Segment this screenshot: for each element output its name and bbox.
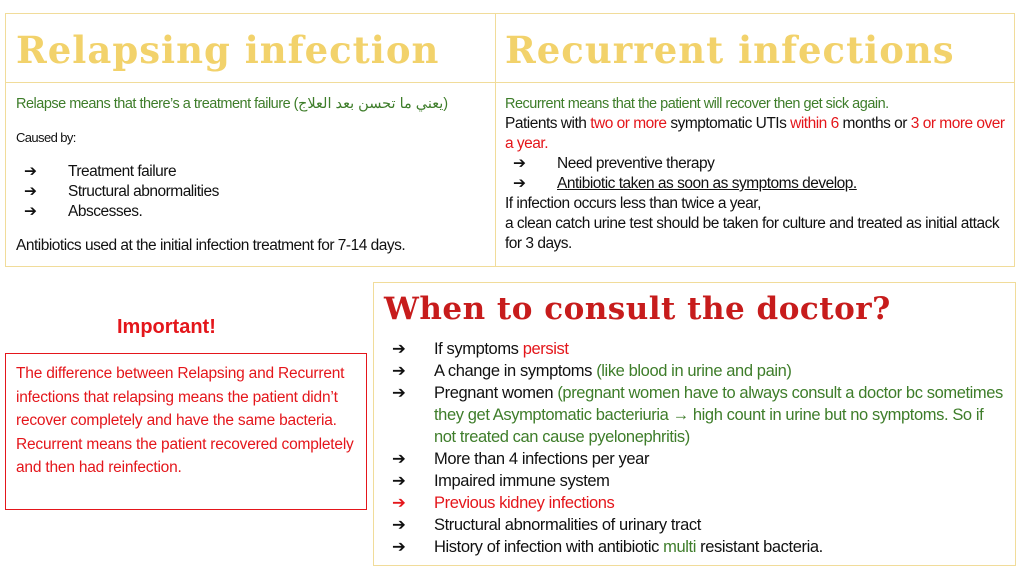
arrow-icon: ➔ (392, 362, 406, 380)
list-item: ➔ A change in symptoms (like blood in urine and pain) (392, 362, 792, 380)
arrow-icon: ➔ (24, 203, 37, 220)
list-item: ➔ Antibiotic taken as soon as symptoms develop. (513, 175, 857, 192)
column-divider (495, 14, 496, 266)
list-item: ➔ History of infection with antibiotic multi resistant bacteria. (392, 538, 823, 556)
consult-box (373, 282, 1016, 566)
list-item: ➔ Treatment failure (24, 163, 177, 180)
arrow-icon: ➔ (24, 183, 37, 200)
header-divider (6, 82, 1014, 83)
recurrent-definition: Recurrent means that the patient will recover then get sick again. (505, 96, 889, 112)
list-item: ➔ If symptoms persist (392, 340, 569, 358)
consult-title: When to consult the doctor? (384, 291, 891, 327)
recurrent-note-line2: a clean catch urine test should be taken for culture and treated as initial attack for 3 days. (505, 215, 1000, 252)
important-text: The difference between Relapsing and Recurrent infections that relapsing means the patient didn’t recover completely and have the same bacteria. Recurrent means the patient recovered completely and then had reinfection. (16, 365, 354, 477)
arrow-icon: ➔ (392, 494, 406, 512)
relapsing-heading: Relapsing infection (16, 28, 440, 72)
list-item: ➔ Need preventive therapy (513, 155, 715, 172)
arrow-icon: ➔ (392, 340, 406, 358)
recurrent-note-line1: If infection occurs less than twice a year, (505, 195, 761, 212)
arrow-icon: ➔ (513, 175, 526, 192)
recurrent-criteria: Patients with two or more symptomatic UTIs within 6 months or 3 or more over a year. (505, 115, 1005, 152)
list-item: ➔ Previous kidney infections (392, 494, 615, 512)
list-item: ➔ More than 4 infections per year (392, 450, 650, 468)
relapse-definition: Relapse means that there’s a treatment failure (يعني ما تحسن بعد العلاج) (16, 96, 448, 112)
important-title: Important! (117, 316, 216, 338)
arrow-icon: ➔ (392, 450, 406, 468)
antibiotics-note: Antibiotics used at the initial infection treatment for 7-14 days. (16, 237, 406, 254)
recurrent-cell (505, 94, 1005, 254)
arrow-icon: ➔ (513, 155, 526, 172)
arrow-icon: ➔ (392, 516, 406, 534)
causes-list (16, 162, 486, 222)
list-item: ➔ Abscesses. (24, 203, 143, 220)
recurrent-heading: Recurrent infections (505, 28, 955, 72)
list-item: ➔ Structural abnormalities of urinary tract (392, 516, 701, 534)
arrow-icon: ➔ (392, 384, 406, 402)
list-item: ➔ Impaired immune system (392, 472, 610, 490)
arrow-icon: ➔ (24, 163, 37, 180)
caused-by-label: Caused by: (16, 130, 76, 145)
list-item: ➔ Pregnant women (pregnant women have to always consult a doctor bc sometimes they get Asymptomatic bacteriuria → high count in urine but no symptoms. So if not treated can cause pyelonephritis) (392, 384, 1003, 446)
important-box (5, 353, 367, 510)
arrow-icon: ➔ (392, 538, 406, 556)
relapsing-cell (16, 94, 486, 256)
list-item: ➔ Structural abnormalities (24, 183, 219, 200)
arrow-icon: ➔ (392, 472, 406, 490)
recurrent-list (505, 154, 1005, 194)
consult-list (386, 338, 1008, 558)
comparison-table (5, 13, 1015, 267)
